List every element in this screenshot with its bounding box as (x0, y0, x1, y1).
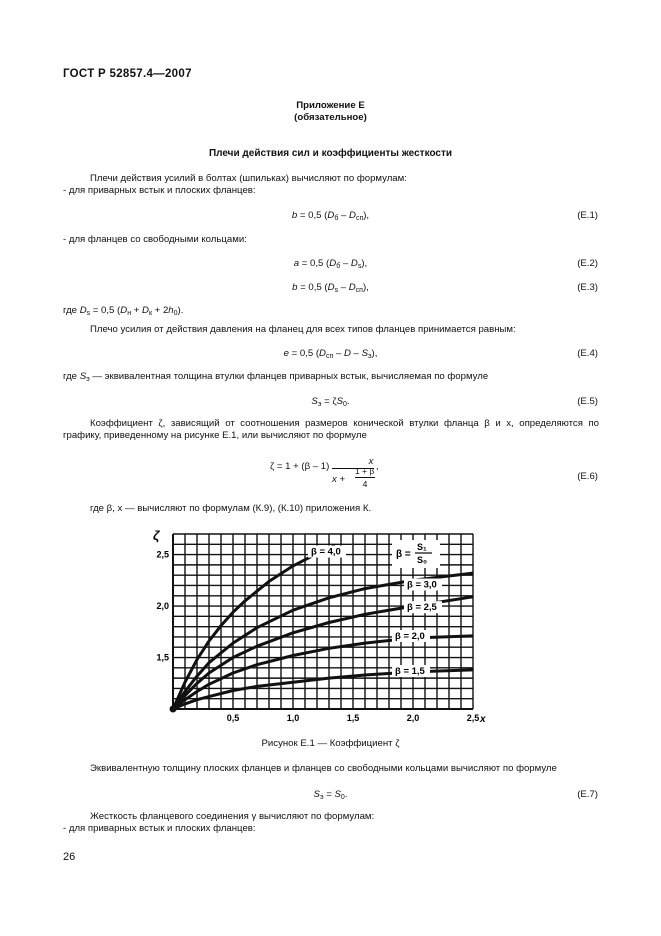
x-tick-label: 2,0 (406, 713, 420, 723)
document-header: ГОСТ Р 52857.4—2007 (63, 68, 192, 80)
x-tick-label: 1,5 (346, 713, 360, 723)
y-tick-label: 1,5 (156, 652, 169, 663)
formula-e4: e = 0,5 ($D_{сп}$ – D – $S_э$), (283, 348, 378, 360)
paragraph: где β, x — вычисляют по формулам (К.9), (К.10) приложения К. (90, 503, 372, 514)
where-label: где (63, 305, 78, 316)
equation-number: (Е.3) (577, 282, 598, 293)
paragraph: Плечи действия усилий в болтах (шпильках) вычисляют по формулам: (90, 173, 407, 184)
paragraph: Жесткость фланцевого соединения γ вычисляют по формулам: (90, 811, 375, 822)
legend-numerator: S₁ (417, 542, 427, 552)
paragraph: Плечо усилия от действия давления на фланец для всех типов фланцев принимается равным: (90, 324, 516, 335)
formula-e1: b = 0,5 $(D_б - D_{сп})$, (291, 210, 370, 222)
formula-e7: $S_э = S_0$. (313, 789, 348, 801)
formula-e2: a = 0,5 $(D_б - D_s)$, (293, 258, 368, 270)
x-tick-label: 2,5 (466, 713, 480, 723)
legend-beta-label: β = (396, 549, 411, 560)
equation-number: (Е.1) (577, 210, 598, 221)
equation-number: (Е.4) (577, 348, 598, 359)
origin-point (170, 706, 177, 713)
list-item: - для приварных встык и плоских фланцев: (63, 185, 256, 196)
series-line (173, 597, 473, 709)
formula-e3: b = 0,5 $(D_s - D_{сп})$, (292, 282, 369, 294)
series-label: β = 1,5 (395, 666, 425, 677)
y-tick-label: 2,0 (156, 601, 169, 612)
where-label: где (63, 371, 78, 382)
appendix-title: Приложение Е (296, 100, 365, 111)
legend-denominator: S₀ (417, 555, 428, 565)
paragraph: Коэффициент ζ, зависящий от соотношения размеров конической втулки фланца β и x, определяются по графику, приведенному на рисунке Е.1, или вычисляют по формуле (63, 418, 599, 441)
list-item: - для фланцев со свободными кольцами: (63, 234, 247, 245)
equation-number: (Е.2) (577, 258, 598, 269)
figure-caption: Рисунок Е.1 — Коэффициент ζ (261, 738, 400, 749)
x-tick-label: 0,5 (226, 713, 240, 723)
y-tick-label: 2,5 (156, 549, 169, 560)
x-axis-label: x (480, 714, 486, 725)
equation-number: (Е.5) (577, 396, 598, 407)
formula-e5: $S_э = \zeta S_0$. (311, 396, 350, 408)
series-label: β = 2,5 (407, 602, 437, 614)
series-label: β = 3,0 (407, 579, 437, 591)
definition-se: где $S_э$ — эквивалентная толщина втулки фланцев приварных встык, вычисляемая по формуле (63, 371, 489, 383)
y-axis-label: ζ (153, 528, 160, 543)
series-label: β = 2,0 (395, 631, 425, 642)
chart-series (170, 545, 474, 712)
beta-legend-formula (392, 540, 440, 568)
equation-number: (Е.7) (577, 789, 598, 800)
paragraph: Эквивалентную толщину плоских фланцев и фланцев со свободными кольцами вычисляют по формуле (90, 763, 557, 774)
list-item: - для приварных встык и плоских фланцев: (63, 823, 256, 834)
section-title: Плечи действия сил и коэффициенты жесткости (208, 148, 453, 159)
page-number: 26 (63, 851, 76, 863)
appendix-status: (обязательное) (294, 112, 367, 123)
equation-number: (Е.6) (577, 471, 598, 482)
series-label: β = 4,0 (311, 546, 341, 558)
definition-ds: где $D_s = 0,5$ $(D_н + D_к + 2h_0)$. (63, 305, 184, 317)
x-tick-label: 1,0 (286, 713, 300, 723)
zeta-chart (140, 524, 500, 730)
definition-text: — эквивалентная толщина втулки фланцев приварных встык, вычисляемая по формуле (89, 371, 489, 382)
